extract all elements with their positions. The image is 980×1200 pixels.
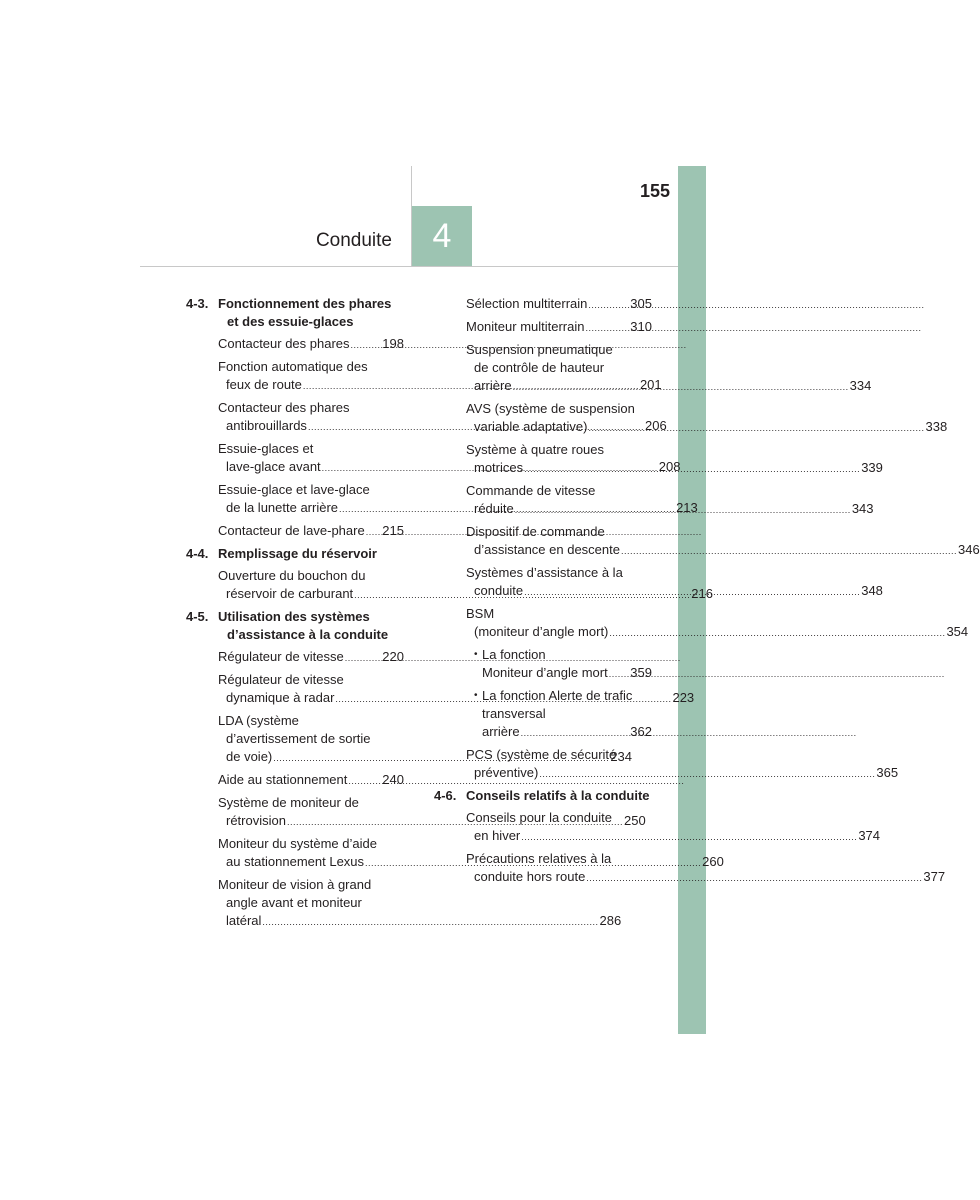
toc-section-4-3[interactable]: 4-3. Fonctionnement des phares et des essuie-glaces <box>186 296 392 329</box>
dot-leader <box>586 319 630 337</box>
page-ref: 220 <box>382 649 404 664</box>
toc-entry[interactable]: Contacteur des phares antibrouillards ..... 206 <box>186 399 404 436</box>
page-ref: 365 <box>876 765 899 780</box>
page-ref: 240 <box>382 772 404 787</box>
dot-leader <box>521 724 630 742</box>
page-ref: 310 <box>630 319 652 334</box>
page-ref: 305 <box>630 296 652 311</box>
page-ref: 260 <box>702 854 724 869</box>
page-ref: 354 <box>946 624 969 639</box>
toc-entry[interactable]: Essuie-glaces et lave-glace avant ..... 208 <box>186 440 404 477</box>
toc-entry[interactable]: Moniteur multiterrain ..... 310 <box>434 318 652 337</box>
bullet-icon: • <box>474 690 478 701</box>
dot-leader <box>348 772 381 790</box>
page-ref: 338 <box>925 419 948 434</box>
toc-entry[interactable]: Système de moniteur de rétrovision ..... 250 <box>186 794 404 831</box>
header-horizontal-rule <box>140 266 678 267</box>
dot-leader <box>521 832 857 842</box>
chapter-number-badge: 4 <box>412 206 472 266</box>
dot-leader <box>586 873 922 883</box>
toc-entry[interactable]: Contacteur des phares ..... 198 <box>186 335 404 354</box>
page-ref: 250 <box>624 813 646 828</box>
page-ref: 201 <box>639 377 662 392</box>
toc-entry[interactable]: PCS (système de sécurité préventive) ..... 365 <box>434 746 652 783</box>
toc-entry[interactable]: Moniteur de vision à grand angle avant et moniteur latéral ..... 286 <box>186 876 404 931</box>
toc-entry[interactable]: Sélection multiterrain ..... 305 <box>434 295 652 314</box>
page-ref: 198 <box>382 336 404 351</box>
toc-entry[interactable]: Aide au stationnement ..... 240 <box>186 771 404 790</box>
toc-entry[interactable]: Moniteur du système d’aide au stationnement Lexus ..... 260 <box>186 835 404 872</box>
page-ref: 334 <box>849 378 872 393</box>
page-ref: 374 <box>858 828 881 843</box>
toc-entry[interactable]: Système à quatre roues motrices ..... 339 <box>434 441 652 478</box>
page-ref: 215 <box>382 523 404 538</box>
toc-section-4-5[interactable]: 4-5. Utilisation des systèmes d’assistance à la conduite <box>186 609 389 642</box>
dot-leader <box>351 336 382 354</box>
toc-entry[interactable]: Ouverture du bouchon du réservoir de carburant ..... 216 <box>186 567 404 604</box>
page-ref: 216 <box>691 586 713 601</box>
toc-entry[interactable]: Précautions relatives à la conduite hors route ..... 377 <box>434 850 652 887</box>
dot-leader <box>513 382 849 392</box>
toc-entry[interactable]: Essuie-glace et lave-glace de la lunette arrière ..... 213 <box>186 481 404 518</box>
toc-section-4-4[interactable]: 4-4. Remplissage du réservoir <box>186 546 377 561</box>
toc-entry[interactable]: Régulateur de vitesse ..... 220 <box>186 648 404 667</box>
page-ref: 286 <box>599 913 622 928</box>
toc-entry[interactable]: AVS (système de suspension variable adaptative) ..... 338 <box>434 400 652 437</box>
page-ref: 223 <box>672 690 695 705</box>
toc-subentry[interactable]: • La fonction Moniteur d’angle mort ..... 359 <box>434 646 652 683</box>
dot-leader <box>539 769 875 779</box>
page-ref: 346 <box>958 542 980 557</box>
dot-leader <box>609 665 630 683</box>
toc-section-4-6[interactable]: 4-6. Conseils relatifs à la conduite <box>434 788 650 803</box>
page-ref: 206 <box>645 418 667 433</box>
page-number: 155 <box>639 181 670 201</box>
dot-leader <box>366 523 382 541</box>
toc-entry[interactable]: Dispositif de commande d’assistance en descente ..... 346 <box>434 523 652 560</box>
dot-leader <box>515 505 851 515</box>
page-ref: 377 <box>923 869 946 884</box>
dot-leader <box>588 296 629 314</box>
page-ref: 213 <box>676 500 698 515</box>
dot-leader <box>524 587 860 597</box>
dot-leader <box>524 464 860 474</box>
page-ref: 234 <box>610 749 633 764</box>
page-ref: 359 <box>630 665 652 680</box>
page-ref: 208 <box>658 459 681 474</box>
toc-entry[interactable]: Commande de vitesse réduite ..... 343 <box>434 482 652 519</box>
dot-leader <box>609 628 945 638</box>
dot-leader <box>588 423 924 433</box>
toc-entry[interactable]: Conseils pour la conduite en hiver ..... 374 <box>434 809 652 846</box>
bullet-icon: • <box>474 649 478 660</box>
page-ref: 343 <box>851 501 874 516</box>
page-ref: 348 <box>861 583 883 598</box>
toc-subentry[interactable]: • La fonction Alerte de trafic transversal arrière ..... 362 <box>434 687 652 742</box>
dot-leader <box>621 546 957 556</box>
toc-entry[interactable]: Régulateur de vitesse dynamique à radar ..... 223 <box>186 671 404 708</box>
toc-entry[interactable]: BSM (moniteur d’angle mort) ..... 354 <box>434 605 652 642</box>
toc-entry[interactable]: Contacteur de lave-phare ..... 215 <box>186 522 404 541</box>
toc-entry[interactable]: Suspension pneumatique de contrôle de hauteur arrière ..... 334 <box>434 341 652 396</box>
toc-entry[interactable]: LDA (système d’avertissement de sortie de voie) ..... 234 <box>186 712 404 767</box>
dot-leader <box>262 917 598 927</box>
chapter-title: Conduite <box>315 230 392 251</box>
toc-entry[interactable]: Fonction automatique des feux de route ..... 201 <box>186 358 404 395</box>
page-ref: 362 <box>630 724 652 739</box>
toc-entry[interactable]: Systèmes d’assistance à la conduite ..... 348 <box>434 564 652 601</box>
page-ref: 339 <box>861 460 883 475</box>
dot-leader <box>345 649 382 667</box>
